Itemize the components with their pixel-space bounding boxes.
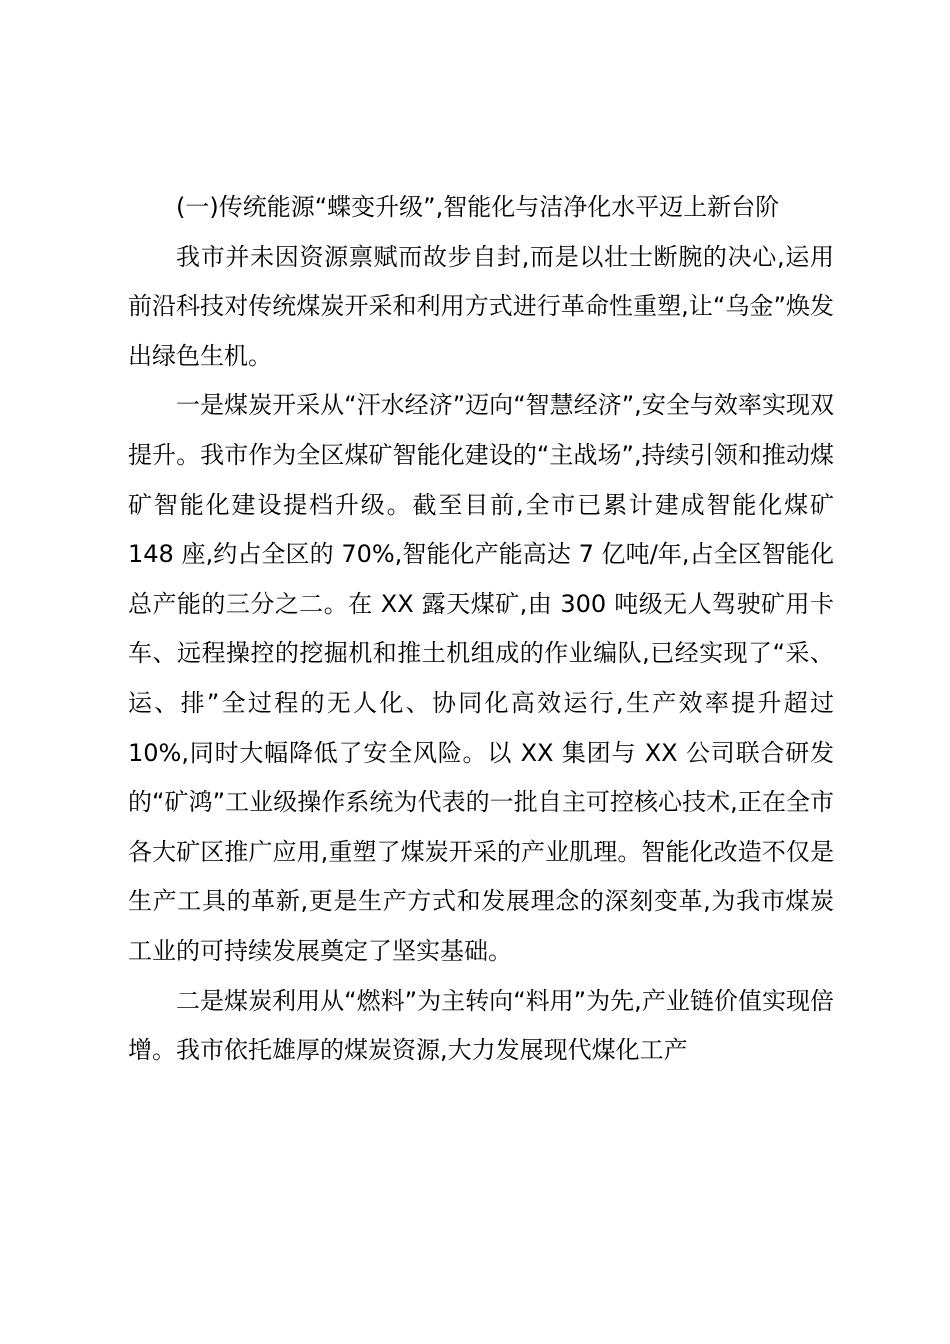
document-body <box>128 183 834 1076</box>
paragraph-intro: 我市并未因资源禀赋而故步自封,而是以壮士断腕的决心,运用前沿科技对传统煤炭开采和利用方式进行革命性重塑,让“乌金”焕发出绿色生机。 <box>128 242 834 370</box>
section-heading: (一)传统能源“蝶变升级”,智能化与洁净化水平迈上新台阶 <box>176 193 780 221</box>
paragraph-coal-mining: 一是煤炭开采从“汗水经济”迈向“智慧经济”,安全与效率实现双提升。我市作为全区煤矿智能化建设的“主战场”,持续引领和推动煤矿智能化建设提档升级。截至目前,全市已累计建成智能化煤矿 148 座,约占全区的 70%,智能化产能高达 7 亿吨/年,占全区智能化总产能的三分之二。在 XX 露天煤矿,由 300 吨级无人驾驶矿用卡车、远程操控的挖掘机和推土机组成的作业编队,已经实现了“采、运、排”全过程的无人化、协同化高效运行,生产效率提升超过 10%,同时大幅降低了安全风险。以 XX 集团与 XX 公司联合研发的“矿鸿”工业级操作系统为代表的一批自主可控核心技术,正在全市各大矿区推广应用,重塑了煤炭开采的产业肌理。智能化改造不仅是生产工具的革新,更是生产方式和发展理念的深刻变革,为我市煤炭工业的可持续发展奠定了坚实基础。 <box>128 391 834 965</box>
paragraph-coal-utilization: 二是煤炭利用从“燃料”为主转向“料用”为先,产业链价值实现倍增。我市依托雄厚的煤炭资源,大力发展现代煤化工产 <box>128 986 834 1065</box>
